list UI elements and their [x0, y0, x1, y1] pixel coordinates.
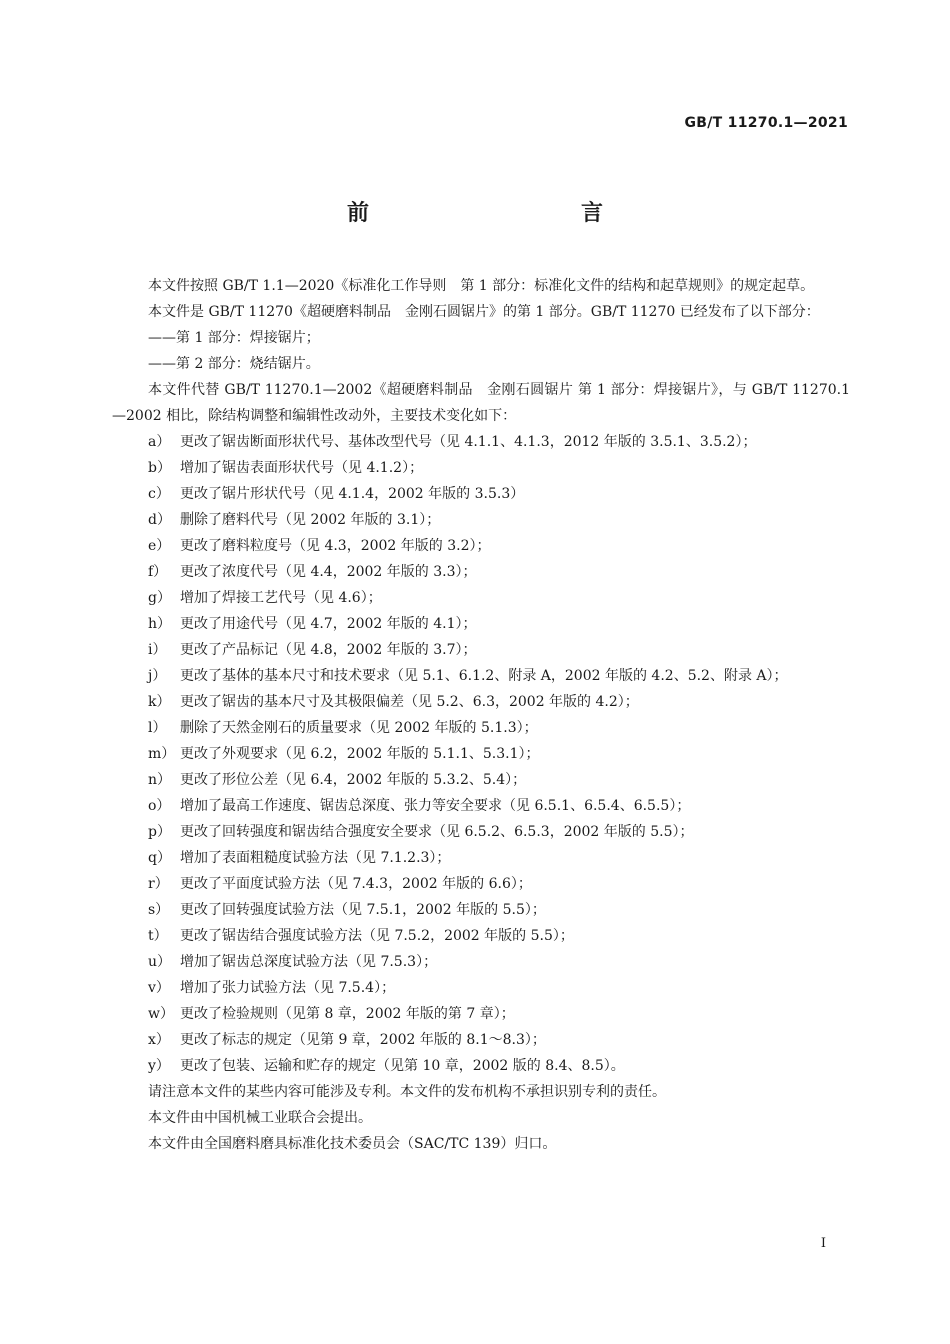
list-item-text: 增加了张力试验方法（见 7.5.4）；	[180, 980, 396, 996]
list-marker: a）	[148, 434, 171, 450]
list-marker: w）	[148, 1006, 174, 1022]
list-marker: n）	[148, 772, 172, 788]
list-item	[112, 585, 850, 611]
part-list-item: ——第 2 部分：烧结锯片。	[148, 356, 320, 372]
list-item-text: 更改了回转强度和锯齿结合强度安全要求（见 6.5.2、6.5.3，2002 年版的 5.5）；	[180, 824, 694, 840]
list-item	[112, 715, 850, 741]
list-item	[112, 559, 850, 585]
list-marker: s）	[148, 902, 170, 918]
list-item	[112, 611, 850, 637]
list-marker: h）	[148, 616, 172, 632]
list-marker: x）	[148, 1032, 170, 1048]
document-code: GB/T 11270.1—2021	[684, 115, 848, 131]
foreword-body	[112, 273, 850, 1157]
list-item-text: 更改了基体的基本尺寸和技术要求（见 5.1、6.1.2、附录 A，2002 年版的 4.2、5.2、附录 A）；	[180, 668, 788, 684]
list-item-text: 更改了回转强度试验方法（见 7.5.1，2002 年版的 5.5）；	[180, 902, 546, 918]
list-item	[112, 819, 850, 845]
list-item-text: 更改了包装、运输和贮存的规定（见第 10 章，2002 版的 8.4、8.5）。	[180, 1058, 625, 1074]
list-marker: e）	[148, 538, 171, 554]
list-marker: l）	[148, 720, 167, 736]
list-item-text: 增加了锯齿表面形状代号（见 4.1.2）；	[180, 460, 424, 476]
paragraph: 本文件是 GB/T 11270《超硬磨料制品 金刚石圆锯片》的第 1 部分。GB/T 11270 已经发布了以下部分：	[148, 304, 820, 320]
list-marker: c）	[148, 486, 170, 502]
list-marker: f）	[148, 564, 168, 580]
list-marker: k）	[148, 694, 171, 710]
list-marker: g）	[148, 590, 171, 606]
paragraph: 请注意本文件的某些内容可能涉及专利。本文件的发布机构不承担识别专利的责任。	[148, 1084, 666, 1100]
list-marker: o）	[148, 798, 171, 814]
changes-list	[112, 429, 850, 1079]
list-item	[112, 923, 850, 949]
list-item	[112, 741, 850, 767]
list-item-text: 更改了标志的规定（见第 9 章，2002 年版的 8.1～8.3）；	[180, 1032, 546, 1048]
list-item	[112, 533, 850, 559]
list-item	[112, 793, 850, 819]
list-item	[112, 637, 850, 663]
list-item	[112, 897, 850, 923]
list-item	[112, 455, 850, 481]
list-item	[112, 1001, 850, 1027]
list-item-text: 更改了外观要求（见 6.2，2002 年版的 5.1.1、5.3.1）；	[180, 746, 540, 762]
list-item-text: 更改了形位公差（见 6.4，2002 年版的 5.3.2、5.4）；	[180, 772, 527, 788]
list-marker: y）	[148, 1058, 170, 1074]
list-item-text: 更改了产品标记（见 4.8，2002 年版的 3.7）；	[180, 642, 477, 658]
list-marker: d）	[148, 512, 171, 528]
list-marker: p）	[148, 824, 171, 840]
list-item-text: 删除了天然金刚石的质量要求（见 2002 年版的 5.1.3）；	[180, 720, 538, 736]
list-item	[112, 689, 850, 715]
list-item-text: 增加了表面粗糙度试验方法（见 7.1.2.3）；	[180, 850, 451, 866]
list-item-text: 更改了用途代号（见 4.7，2002 年版的 4.1）；	[180, 616, 477, 632]
list-item-text: 更改了检验规则（见第 8 章，2002 年版的第 7 章）；	[180, 1006, 515, 1022]
list-marker: v）	[148, 980, 170, 996]
list-item	[112, 429, 850, 455]
list-item	[112, 949, 850, 975]
list-marker: q）	[148, 850, 171, 866]
list-item	[112, 767, 850, 793]
list-item	[112, 663, 850, 689]
list-marker: i）	[148, 642, 167, 658]
list-item	[112, 845, 850, 871]
page-number: I	[820, 1236, 826, 1251]
list-item-text: 更改了锯齿的基本尺寸及其极限偏差（见 5.2、6.3，2002 年版的 4.2）；	[180, 694, 639, 710]
list-marker: u）	[148, 954, 172, 970]
paragraph: 本文件按照 GB/T 1.1—2020《标准化工作导则 第 1 部分：标准化文件的结构和起草规则》的规定起草。	[148, 278, 815, 294]
list-item-text: 更改了浓度代号（见 4.4，2002 年版的 3.3）；	[180, 564, 477, 580]
paragraph: 本文件由中国机械工业联合会提出。	[148, 1110, 372, 1126]
paragraph: 本文件代替 GB/T 11270.1—2002《超硬磨料制品 金刚石圆锯片 第 1 部分：焊接锯片》，与 GB/T 11270.1—2002 相比，除结构调整和编辑性改动外，主要技术变化如下：	[112, 382, 850, 424]
list-item	[112, 507, 850, 533]
part-list-item: ——第 1 部分：焊接锯片；	[148, 330, 320, 346]
list-item	[112, 975, 850, 1001]
list-marker: r）	[148, 876, 169, 892]
list-item	[112, 481, 850, 507]
list-item-text: 更改了磨料粒度号（见 4.3，2002 年版的 3.2）；	[180, 538, 491, 554]
list-marker: b）	[148, 460, 171, 476]
list-item-text: 更改了平面度试验方法（见 7.4.3，2002 年版的 6.6）；	[180, 876, 532, 892]
list-item-text: 更改了锯齿结合强度试验方法（见 7.5.2，2002 年版的 5.5）；	[180, 928, 574, 944]
list-item-text: 删除了磨料代号（见 2002 年版的 3.1）；	[180, 512, 441, 528]
list-marker: m）	[148, 746, 176, 762]
list-item	[112, 1027, 850, 1053]
list-item-text: 增加了最高工作速度、锯齿总深度、张力等安全要求（见 6.5.1、6.5.4、6.5.5）；	[180, 798, 691, 814]
list-item-text: 增加了焊接工艺代号（见 4.6）；	[180, 590, 382, 606]
list-item	[112, 871, 850, 897]
list-marker: j）	[148, 668, 167, 684]
list-item-text: 更改了锯片形状代号（见 4.1.4，2002 年版的 3.5.3）	[180, 486, 525, 502]
list-item-text: 更改了锯齿断面形状代号、基体改型代号（见 4.1.1、4.1.3，2012 年版的 3.5.1、3.5.2）；	[180, 434, 757, 450]
list-item-text: 增加了锯齿总深度试验方法（见 7.5.3）；	[180, 954, 438, 970]
list-item	[112, 1053, 850, 1079]
section-title: 前 言	[346, 201, 659, 226]
paragraph: 本文件由全国磨料磨具标准化技术委员会（SAC/TC 139）归口。	[148, 1136, 557, 1152]
list-marker: t）	[148, 928, 168, 944]
